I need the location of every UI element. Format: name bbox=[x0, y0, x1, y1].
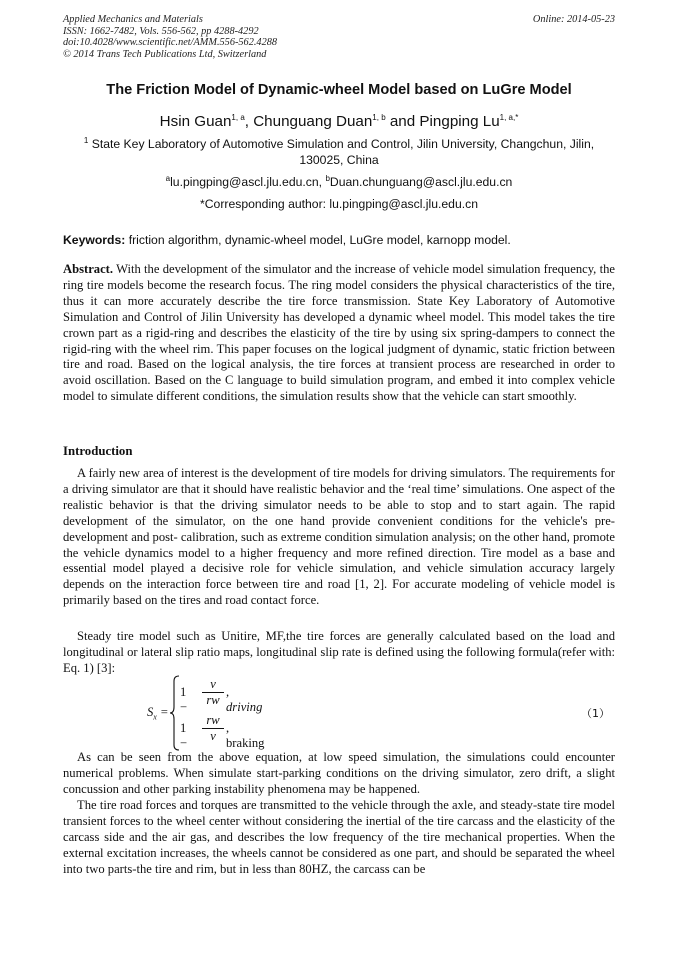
fraction-denominator: rw bbox=[206, 693, 220, 707]
abstract-label: Abstract. bbox=[63, 262, 114, 276]
equation-equals: = bbox=[156, 705, 169, 719]
equation-fraction bbox=[202, 677, 224, 708]
corresponding-author: *Corresponding author: lu.pingping@ascl.jlu.edu.cn bbox=[200, 197, 478, 211]
equation-number: （1） bbox=[581, 707, 610, 720]
author-sup: 1, a,* bbox=[499, 112, 519, 122]
paragraph-text: Steady tire model such as Unitire, MF,the tire forces are generally calculated based on the load and longitudinal or lateral slip ratio maps, longitudinal slip rate is defined using the following formula(refer with: Eq. 1) [3]: bbox=[63, 629, 615, 675]
email-line bbox=[40, 175, 638, 189]
section-heading-introduction: Introduction bbox=[63, 444, 133, 458]
equation-case-label: , driving bbox=[226, 685, 263, 714]
issn-line: ISSN: 1662-7482, Vols. 556-562, pp 4288-4292 bbox=[63, 25, 259, 37]
doi-line[interactable]: doi:10.4028/www.scientific.net/AMM.556-562.4288 bbox=[63, 37, 278, 49]
author-separator: , bbox=[244, 113, 254, 130]
author-sup: 1, b bbox=[372, 112, 386, 122]
keywords-label: Keywords: bbox=[63, 233, 126, 247]
equation-one: 1 − bbox=[180, 721, 188, 750]
paragraph bbox=[63, 750, 615, 798]
abstract-text: With the development of the simulator and the increase of vehicle model simulation frequency, the ring tire models become the research focus. The ring model considers the physical characteristics of the tire, thus it can more accurately describe the tire force transmission. State Key Laboratory of Automotive Simulation and Control of Jilin University has developed a dynamic wheel model. This model takes the tire crown part as a rigid-ring and describes the elasticity of the tire by using six spring-dampers to connect the rigid-ring with the wheel rim. This paper focuses on the logical judgment of dynamic, static friction between tire and road. Based on the logical analysis, the tire forces at transient process are researched in order to avoid oscillation. Based on the C language to build simulation program, and embed it into complex vehicle model to simulate different conditions, the simulation results show that the vehicle can start smoothly. bbox=[63, 262, 615, 404]
affiliation-sup: 1 bbox=[83, 135, 89, 145]
author-list bbox=[40, 113, 638, 130]
journal-name: Applied Mechanics and Materials bbox=[63, 14, 203, 25]
paragraph-text: A fairly new area of interest is the development of tire models for driving simulators. The requirements for a driving simulator are that it should have realistic behavior and the ‘real time’ simulations. One aspect of the realistic behavior is that the driving simulator needs to be able to stop and to start again. The rapid development of the simulator, on the one hand provide convenient conditions for the vehicle's pre-development and post- calibration, such as extreme condition simulation analysis; on the other hand, promote the vehicle dynamics model to a higher frequency and more refined direction. Tire model as a base and essential model played a decisive role for vehicle simulation, and vehicle simulation accuracy largely depends on the interaction force between tire and road [1, 2]. For accurate modeling of vehicle model is primarily based on the tires and road contact force. bbox=[63, 466, 615, 608]
equation-1 bbox=[140, 675, 610, 751]
affiliation bbox=[70, 137, 608, 168]
paragraph bbox=[63, 466, 615, 609]
fraction-numerator: rw bbox=[202, 713, 224, 729]
equation-fraction bbox=[202, 713, 224, 744]
fraction-denominator: v bbox=[210, 729, 216, 743]
fraction-numerator: v bbox=[202, 677, 224, 693]
paragraph-text: As can be seen from the above equation, at low speed simulation, the simulations could encounter numerical problems. When simulate start-parking conditions on the driving simulator, zero drift, a slight concussion and other parking instability phenomena may be happened. bbox=[63, 750, 615, 796]
author-name: Pingping Lu bbox=[419, 113, 500, 130]
affiliation-text: State Key Laboratory of Automotive Simulation and Control, Jilin University, Changchun, Jilin, 130025, China bbox=[88, 137, 595, 167]
paper-title: The Friction Model of Dynamic-wheel Model based on LuGre Model bbox=[106, 82, 572, 98]
abstract bbox=[63, 262, 615, 405]
copyright-line: © 2014 Trans Tech Publications Ltd, Switzerland bbox=[63, 48, 267, 60]
equation-one: 1 − bbox=[180, 685, 188, 714]
author-name: Hsin Guan bbox=[159, 113, 232, 130]
online-date: Online: 2014-05-23 bbox=[532, 14, 615, 25]
email-sup: b bbox=[325, 173, 330, 183]
equation-case-label: , braking bbox=[226, 721, 265, 750]
journal-header bbox=[63, 14, 615, 60]
author-separator: and bbox=[385, 113, 420, 130]
paragraph bbox=[63, 798, 615, 878]
paragraph-text: The tire road forces and torques are transmitted to the vehicle through the axle, and steady-state tire model transient forces to the wheel center without considering the inertial of the tire carcass and the elasticity of the carcass side and the air gas, and describes the low frequency of the tire mechanical properties. When the external excitation increases, the wheels cannot be considered as one part, and should be separated the wheel into two parts-the tire and rim, but in less than 80HZ, the carcass can be bbox=[63, 798, 615, 876]
email-address[interactable]: Duan.chunguang@ascl.jlu.edu.cn bbox=[329, 175, 513, 189]
equation-subscript: x bbox=[153, 712, 157, 722]
equation-lhs bbox=[147, 705, 169, 722]
author-sup: 1, a bbox=[231, 112, 245, 122]
email-address[interactable]: lu.pingping@ascl.jlu.edu.cn, bbox=[170, 175, 326, 189]
author-name: Chunguang Duan bbox=[253, 113, 373, 130]
equation-symbol: S bbox=[147, 705, 154, 719]
paragraph bbox=[63, 629, 615, 677]
email-sup: a bbox=[165, 173, 171, 183]
keywords bbox=[63, 233, 615, 247]
keywords-text: friction algorithm, dynamic-wheel model, LuGre model, karnopp model. bbox=[125, 233, 511, 247]
